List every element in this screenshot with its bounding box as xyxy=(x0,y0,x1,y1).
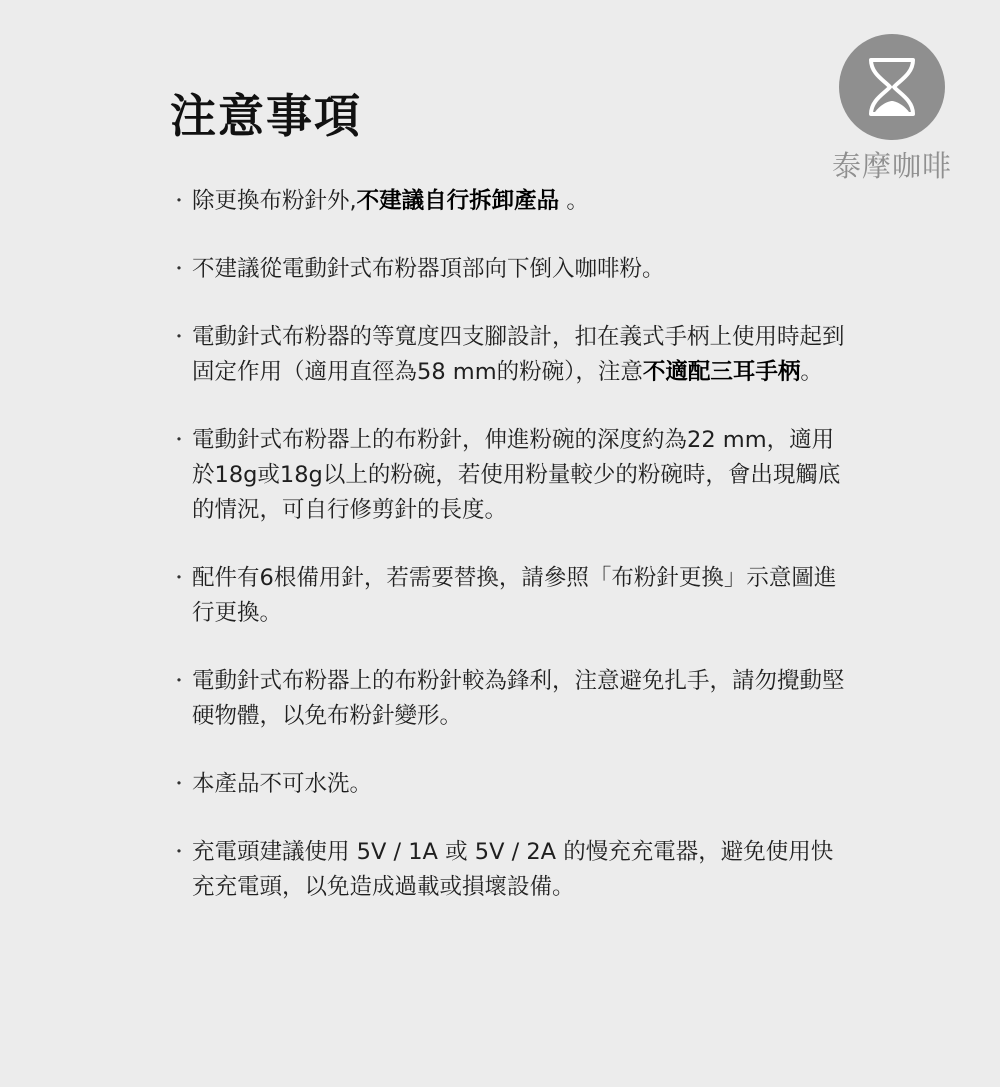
note-emphasis: 不適配三耳手柄 xyxy=(642,359,801,385)
bullet-icon: ・ xyxy=(170,568,188,589)
note-item-1 xyxy=(170,184,850,219)
hourglass-logo-icon xyxy=(839,34,945,140)
note-text-end: 。 xyxy=(800,359,823,385)
note-text: 除更換布粉針外, xyxy=(192,188,357,214)
note-item-4 xyxy=(170,423,850,528)
note-item-5 xyxy=(170,561,850,631)
brand-logo xyxy=(824,34,960,184)
note-item-6 xyxy=(170,664,850,734)
notes-list xyxy=(170,184,850,938)
note-emphasis: 不建議自行拆卸產品 xyxy=(356,188,560,214)
note-text: 電動針式布粉器的等寬度四支腳設計，扣在義式手柄上使用時起到固定作用（適用直徑為58 mm的粉碗），注意 xyxy=(192,324,845,385)
note-text: 電動針式布粉器上的布粉針較為鋒利，注意避免扎手，請勿攪動堅硬物體，以免布粉針變形。 xyxy=(192,668,845,729)
note-item-2 xyxy=(170,252,850,287)
note-item-8 xyxy=(170,835,850,905)
bullet-icon: ・ xyxy=(170,842,188,863)
bullet-icon: ・ xyxy=(170,774,188,795)
note-text: 不建議從電動針式布粉器頂部向下倒入咖啡粉。 xyxy=(192,256,665,282)
bullet-icon: ・ xyxy=(170,671,188,692)
bullet-icon: ・ xyxy=(170,327,188,348)
bullet-icon: ・ xyxy=(170,259,188,280)
page-title: 注意事項 xyxy=(170,89,362,143)
note-text: 配件有6根備用針，若需要替換，請參照「布粉針更換」示意圖進行更換。 xyxy=(192,565,837,626)
note-item-3 xyxy=(170,320,850,390)
brand-name: 泰摩咖啡 xyxy=(831,149,952,183)
note-item-7 xyxy=(170,767,850,802)
note-text-end: 。 xyxy=(559,188,589,214)
bullet-icon: ・ xyxy=(170,430,188,451)
bullet-icon: ・ xyxy=(170,191,188,212)
note-text: 充電頭建議使用 5V / 1A 或 5V / 2A 的慢充充電器，避免使用快充充電頭，以免造成過載或損壞設備。 xyxy=(192,839,834,900)
note-text: 本產品不可水洗。 xyxy=(192,771,373,797)
note-text: 電動針式布粉器上的布粉針，伸進粉碗的深度約為22 mm，適用於18g或18g以上的粉碗，若使用粉量較少的粉碗時，會出現觸底的情況，可自行修剪針的長度。 xyxy=(192,427,841,523)
